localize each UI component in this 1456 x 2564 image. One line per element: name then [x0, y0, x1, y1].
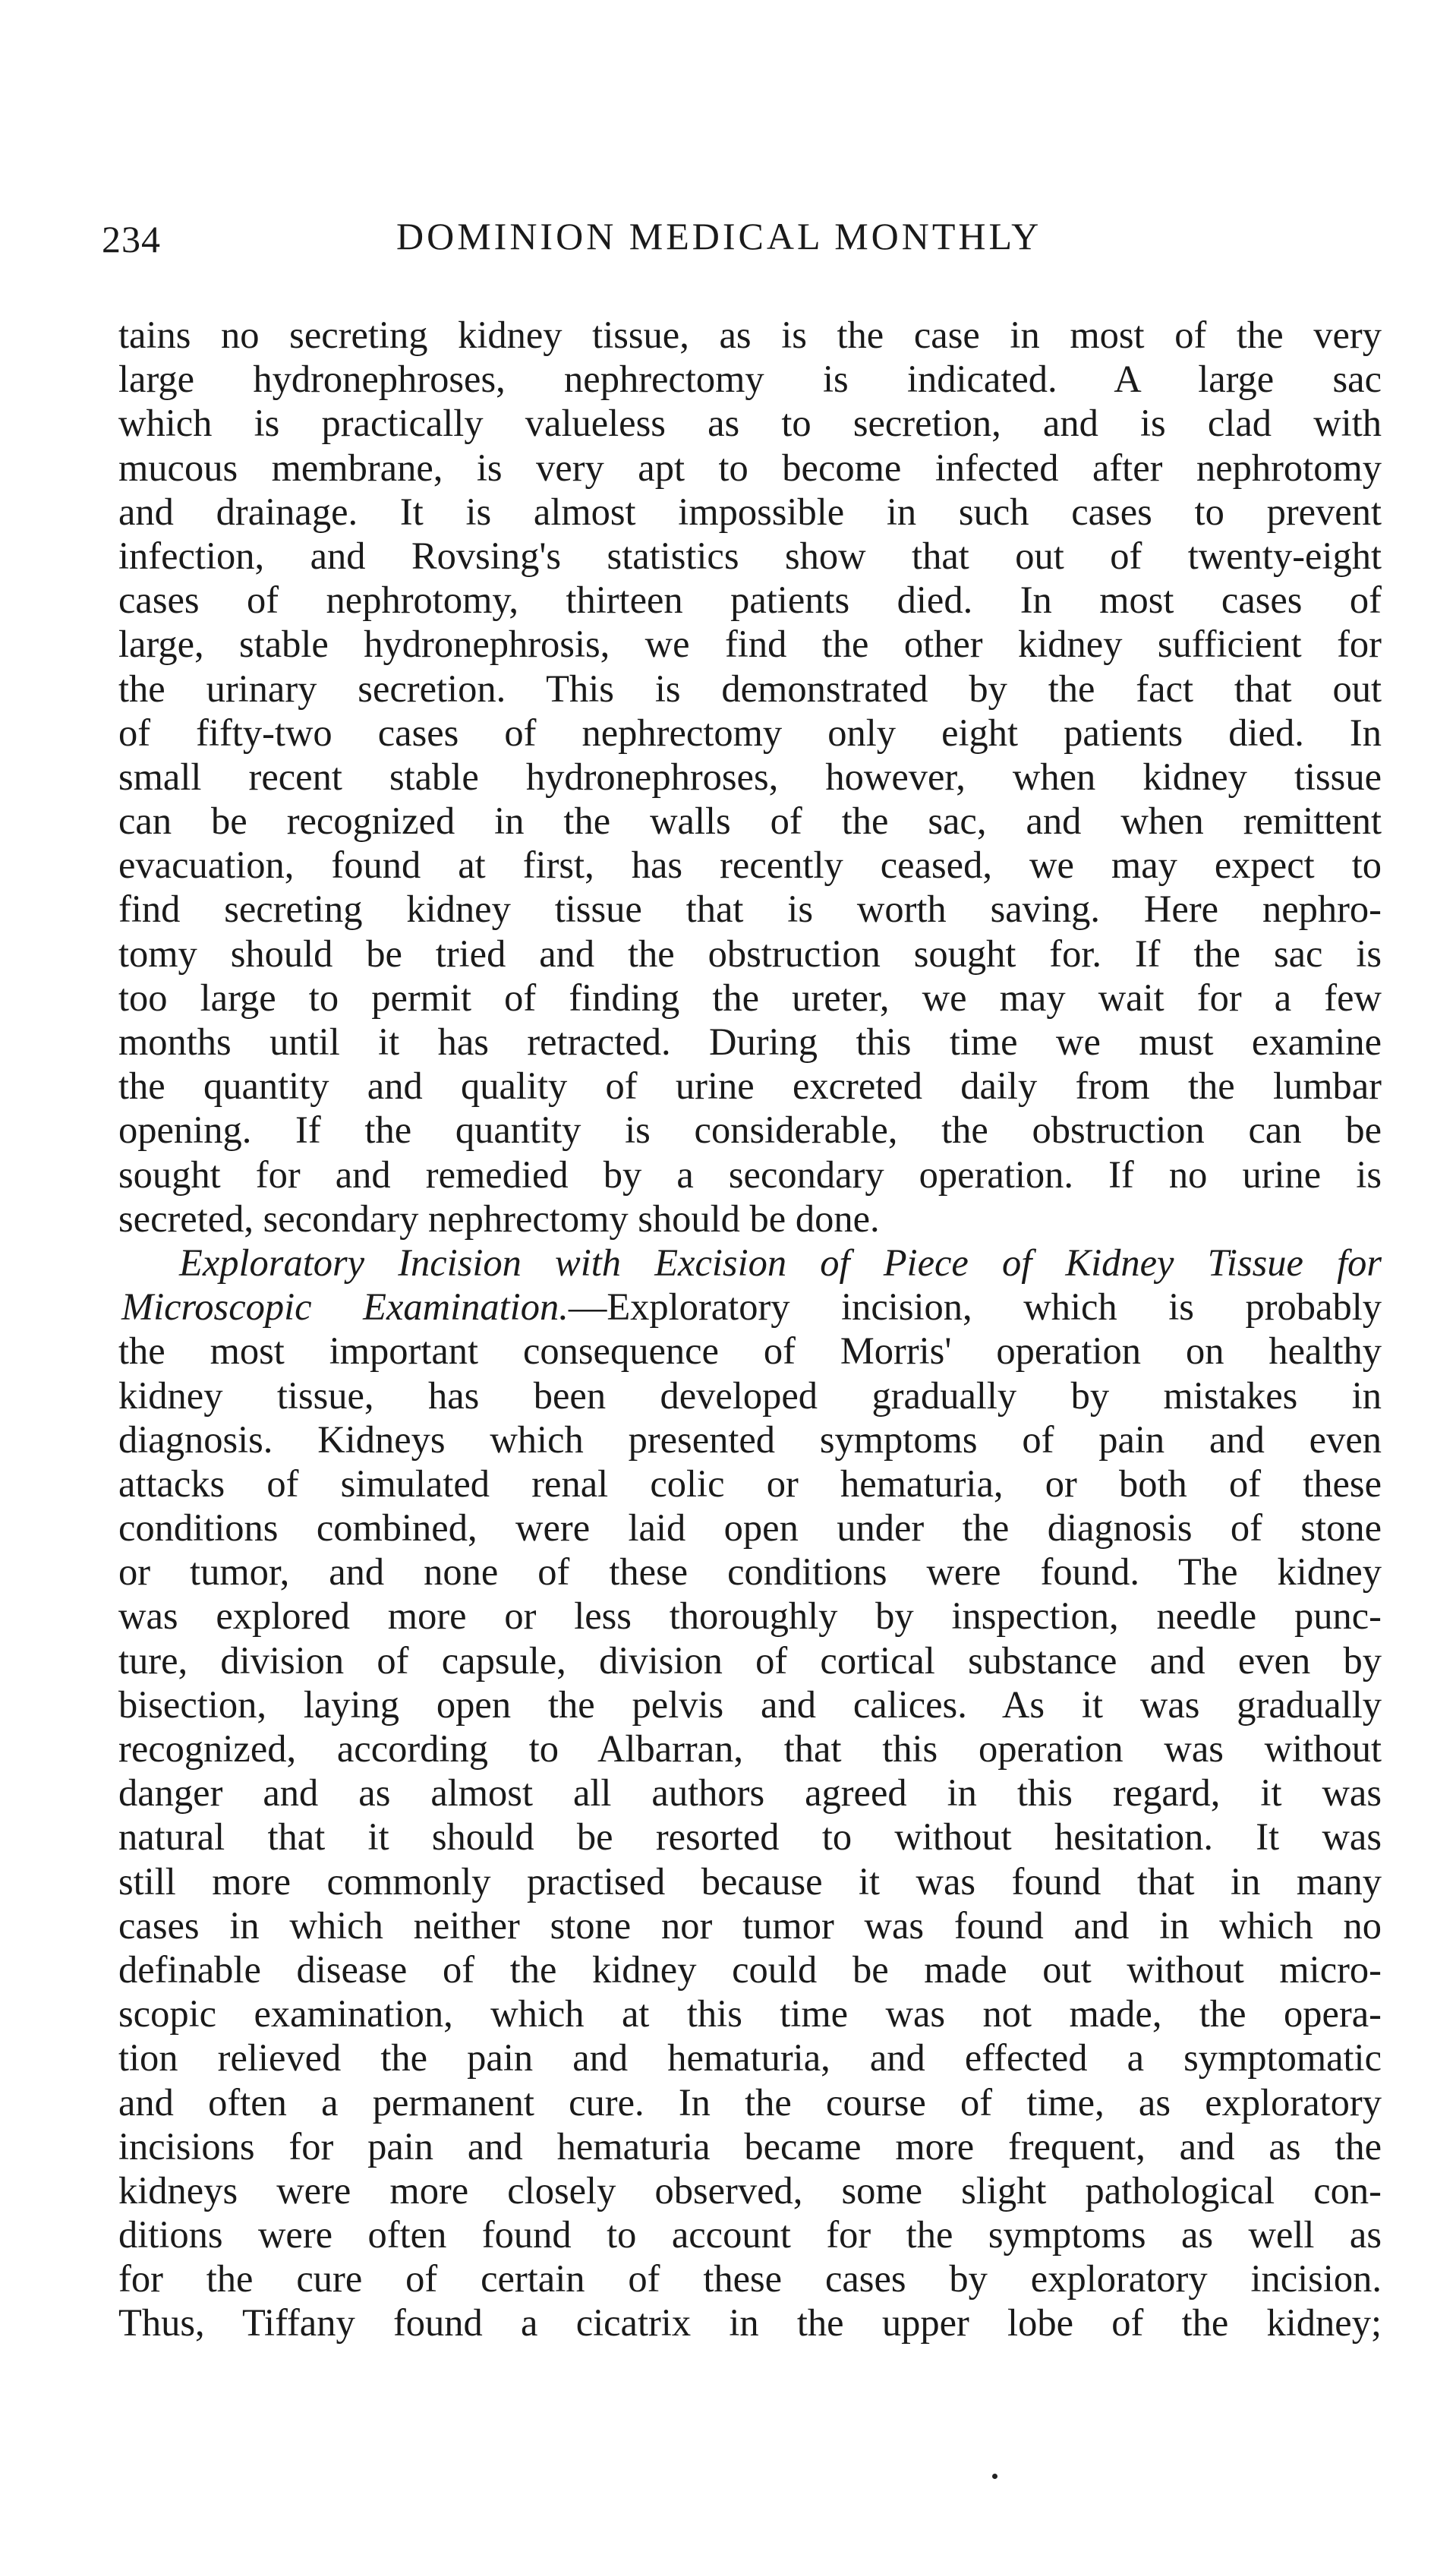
text-line: secreted, secondary nephrectomy should be done. — [118, 1197, 880, 1240]
body-text — [118, 313, 1382, 2345]
section-heading-italic: Exploratory Incision with Excision of Piece of Kidney Tissue for — [179, 1241, 1382, 1284]
text-line: cases in which neither stone nor tumor was found and in which no — [118, 1903, 1382, 1947]
text-line: cases of nephrotomy, thirteen patients died. In most cases of — [118, 579, 1382, 622]
text-line — [118, 1285, 1382, 1329]
text-line: natural that it should be resorted to without hesitation. It was — [118, 1815, 1382, 1859]
text-line: months until it has retracted. During this time we must examine — [118, 1020, 1382, 1063]
text-line: which is practically valueless as to secretion, and is clad with — [118, 402, 1382, 445]
text-line: incisions for pain and hematuria became more frequent, and as the — [118, 2124, 1382, 2168]
section-heading-line — [118, 1241, 1382, 1285]
running-head: DOMINION MEDICAL MONTHLY — [396, 215, 1042, 257]
text-line: or tumor, and none of these conditions were found. The kidney — [118, 1550, 1382, 1594]
text-line: recognized, according to Albarran, that this operation was without — [118, 1727, 1382, 1770]
text-line: for the cure of certain of these cases by exploratory incision. — [118, 2257, 1382, 2301]
section-heading-italic-cont: Microscopic Examination. — [121, 1285, 569, 1329]
text-line: opening. If the quantity is considerable, the obstruction can be — [118, 1109, 1382, 1152]
text-line: was explored more or less thoroughly by inspection, needle punc- — [118, 1594, 1382, 1638]
text-line: tains no secreting kidney tissue, as is the case in most of the very — [118, 314, 1382, 356]
text-line: bisection, laying open the pelvis and calices. As it was gradually — [118, 1683, 1382, 1726]
text-line: still more commonly practised because it was found that in many — [118, 1859, 1382, 1903]
text-line: danger and as almost all authors agreed in this regard, it was — [118, 1771, 1382, 1815]
text-line: tion relieved the pain and hematuria, and effected a symptomatic — [118, 2036, 1382, 2080]
text-line: large hydronephroses, nephrectomy is indicated. A large sac — [118, 358, 1382, 401]
text-line: large, stable hydronephrosis, we find the other kidney sufficient for — [118, 623, 1382, 666]
text-line: conditions combined, were laid open under the diagnosis of stone — [118, 1506, 1382, 1550]
text-line: ditions were often found to account for the symptoms as well as — [118, 2213, 1382, 2257]
text-line: evacuation, found at first, has recently ceased, we may expect to — [118, 844, 1382, 887]
text-line: Thus, Tiffany found a cicatrix in the upper lobe of the kidney; — [118, 2301, 1382, 2345]
text-line: the quantity and quality of urine excreted daily from the lumbar — [118, 1064, 1382, 1108]
text-line: the urinary secretion. This is demonstrated by the fact that out — [118, 667, 1382, 710]
text-line: ture, division of capsule, division of cortical substance and even by — [118, 1638, 1382, 1682]
text-line: sought for and remedied by a secondary operation. If no urine is — [118, 1153, 1382, 1196]
text-line: small recent stable hydronephroses, however, when kidney tissue — [118, 755, 1382, 798]
text-line: and drainage. It is almost impossible in such cases to prevent — [118, 490, 1382, 533]
page-header — [102, 214, 1400, 267]
text-line: and often a permanent cure. In the course of time, as exploratory — [118, 2080, 1382, 2124]
text-line: diagnosis. Kidneys which presented symptoms of pain and even — [118, 1418, 1382, 1461]
text-line: infection, and Rovsing's statistics show that out of twenty-eight — [118, 534, 1382, 577]
text-line: attacks of simulated renal colic or hematuria, or both of these — [118, 1462, 1382, 1505]
page-number: 234 — [102, 218, 161, 260]
text-line: mucous membrane, is very apt to become infected after nephrotomy — [118, 446, 1382, 489]
text-line: scopic examination, which at this time was not made, the opera- — [118, 1992, 1382, 2036]
text-line: find secreting kidney tissue that is worth saving. Here nephro- — [118, 888, 1382, 931]
text-line: of fifty-two cases of nephrectomy only eight patients died. In — [118, 711, 1382, 754]
text-line: tomy should be tried and the obstruction sought for. If the sac is — [118, 932, 1382, 975]
text-line: can be recognized in the walls of the sac, and when remittent — [118, 799, 1382, 843]
text-line: too large to permit of finding the ureter, we may wait for a few — [118, 976, 1382, 1019]
ink-speck — [992, 2474, 997, 2479]
text-run: —Exploratory incision, which is probably — [568, 1285, 1382, 1329]
text-line: the most important consequence of Morris' operation on healthy — [118, 1329, 1382, 1373]
text-line: kidney tissue, has been developed gradually by mistakes in — [118, 1373, 1382, 1417]
text-line: kidneys were more closely observed, some slight pathological con- — [118, 2168, 1382, 2212]
text-line: definable disease of the kidney could be made out without micro- — [118, 1947, 1382, 1991]
